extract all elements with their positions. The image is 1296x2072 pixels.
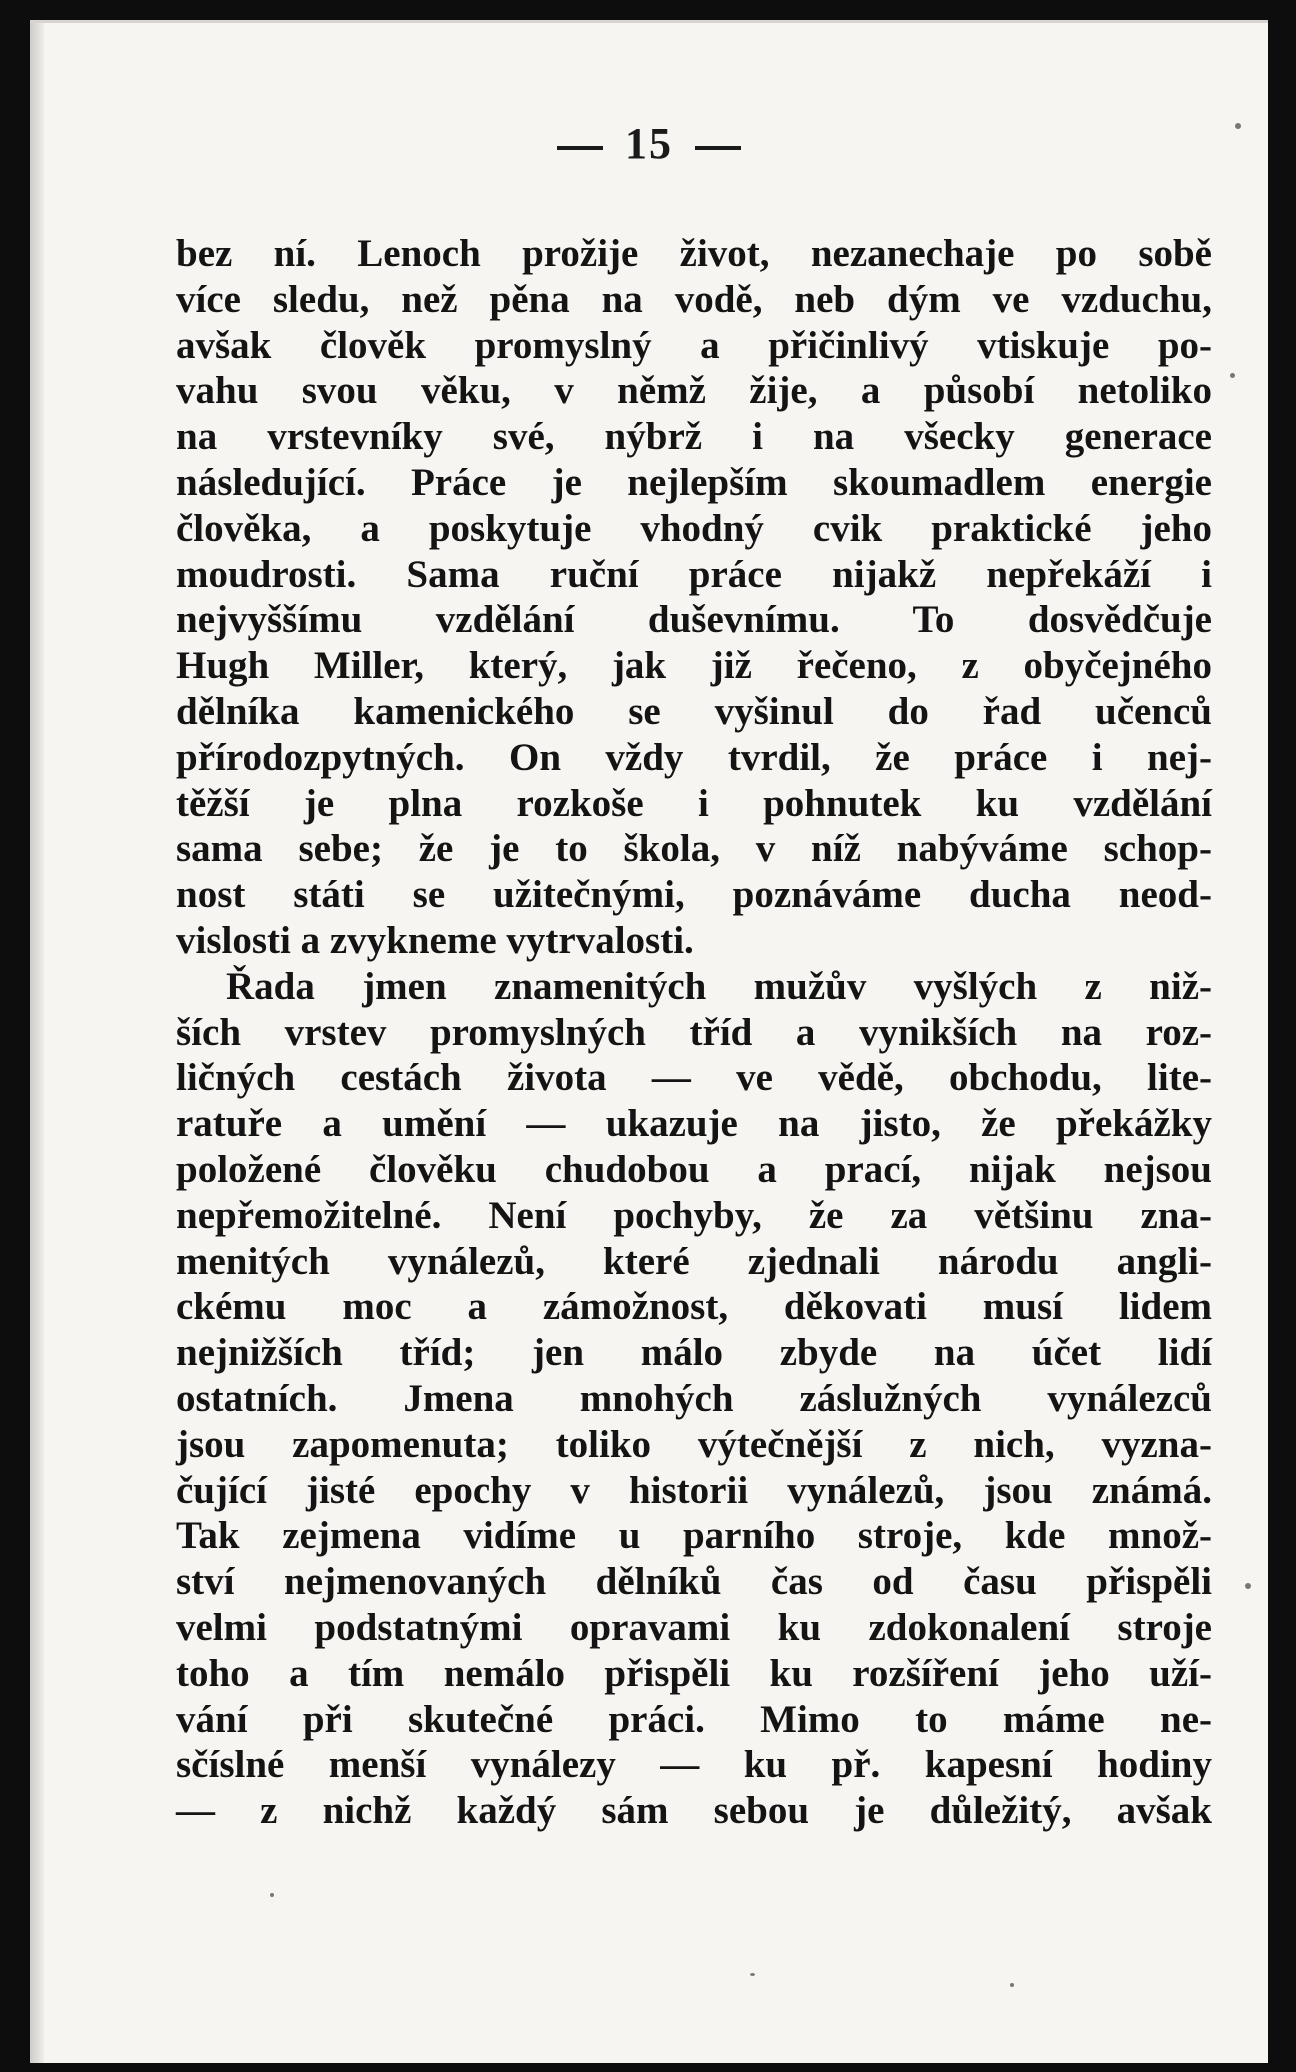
text-line: velmi podstatnými opravami ku zdokonalení stroje: [176, 1605, 1212, 1649]
text-line: vání při skutečné práci. Mimo to máme ne-: [176, 1697, 1212, 1741]
text-line: ratuře a umění — ukazuje na jisto, že překážky: [176, 1102, 1212, 1146]
text-line: moudrosti. Sama ruční práce nijakž nepřekáží i: [176, 552, 1212, 596]
body-text: [176, 231, 1212, 1834]
text-line: jsou zapomenuta; toliko výtečnější z nich, vyzna-: [176, 1422, 1212, 1466]
paragraph-2: [176, 964, 1212, 1834]
text-line: sama sebe; že je to škola, v níž nabýváme schop-: [176, 827, 1212, 871]
text-line: vislosti a zvykneme vytrvalosti.: [176, 918, 694, 962]
text-line: člověka, a poskytuje vhodný cvik praktické jeho: [176, 506, 1212, 550]
text-line: nejnižších tříd; jen málo zbyde na účet lidí: [176, 1331, 1212, 1375]
page-number: 15: [625, 119, 673, 168]
paper-speck: [270, 1893, 274, 1897]
book-page: [30, 20, 1268, 2063]
text-line: ckému moc a zámožnost, děkovati musí lidem: [176, 1285, 1212, 1329]
text-line: více sledu, než pěna na vodě, neb dým ve vzduchu,: [176, 277, 1212, 321]
text-line: nepřemožitelné. Není pochyby, že za většinu zna-: [176, 1193, 1212, 1237]
paper-speck: [1010, 1983, 1014, 1987]
paper-speck: [1235, 123, 1241, 129]
text-line: na vrstevníky své, nýbrž i na všecky generace: [176, 415, 1212, 459]
text-line: položené člověku chudobou a prací, nijak nejsou: [176, 1147, 1212, 1191]
page-gutter-shadow: [30, 23, 44, 2063]
text-line: ostatních. Jmena mnohých záslužných vynálezců: [176, 1376, 1212, 1420]
text-line: sčíslné menší vynálezy — ku př. kapesní hodiny: [176, 1743, 1212, 1787]
text-line: Tak zejmena vidíme u parního stroje, kde množ-: [176, 1514, 1212, 1558]
text-line: čující jisté epochy v historii vynálezů, jsou známá.: [176, 1468, 1212, 1512]
dash-right: [695, 146, 741, 150]
text-line: Řada jmen znamenitých mužův vyšlých z niž-: [226, 964, 1212, 1008]
text-line: menitých vynálezů, které zjednali národu angli-: [176, 1239, 1212, 1283]
text-line: bez ní. Lenoch prožije život, nezanechaje po sobě: [176, 232, 1212, 275]
text-line: toho a tím nemálo přispěli ku rozšíření jeho uží-: [176, 1651, 1212, 1695]
text-line: těžší je plna rozkoše i pohnutek ku vzdělání: [176, 781, 1212, 825]
paper-speck: [750, 1973, 755, 1976]
text-line: ších vrstev promyslných tříd a vynikších na roz-: [176, 1010, 1212, 1054]
text-line: následující. Práce je nejlepším skoumadlem energie: [176, 460, 1212, 504]
paper-speck: [1230, 373, 1235, 378]
text-line: avšak člověk promyslný a přičinlivý vtiskuje po-: [176, 323, 1212, 367]
dash-left: [557, 146, 603, 150]
text-line: přírodozpytných. On vždy tvrdil, že práce i nej-: [176, 735, 1212, 779]
text-line: ličných cestách života — ve vědě, obchodu, lite-: [176, 1056, 1212, 1100]
text-line: Hugh Miller, který, jak již řečeno, z obyčejného: [176, 644, 1212, 688]
paragraph-1: [176, 231, 1212, 964]
page-number-header: [30, 118, 1268, 169]
text-line: vahu svou věku, v němž žije, a působí netoliko: [176, 369, 1212, 413]
text-line: — z nichž každý sám sebou je důležitý, avšak: [176, 1789, 1212, 1833]
paper-speck: [1245, 1583, 1251, 1589]
text-line: nejvyššímu vzdělání duševnímu. To dosvědčuje: [176, 598, 1212, 642]
text-line: ství nejmenovaných dělníků čas od času přispěli: [176, 1560, 1212, 1604]
text-line: dělníka kamenického se vyšinul do řad učenců: [176, 689, 1212, 733]
text-line: nost státi se užitečnými, poznáváme ducha neod-: [176, 873, 1212, 917]
